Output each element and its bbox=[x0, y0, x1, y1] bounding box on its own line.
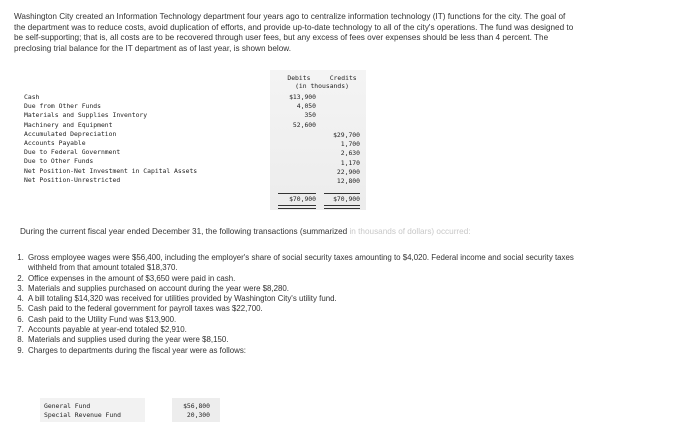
charge-value: $56,800 bbox=[183, 402, 210, 410]
list-item: 4. A bill totaling $14,320 was received for utilities provided by Washington City's utility fund. bbox=[26, 294, 586, 304]
credits-total-rule bbox=[324, 205, 360, 209]
debits-header: Debits bbox=[287, 74, 311, 82]
account-label: Machinery and Equipment bbox=[24, 120, 113, 129]
account-label: Accounts Payable bbox=[24, 139, 86, 148]
total-credits: $70,900 bbox=[333, 195, 360, 203]
list-item: 2. Office expenses in the amount of $3,650 were paid in cash. bbox=[26, 274, 586, 284]
credit-value: 1,170 bbox=[340, 158, 360, 167]
account-label: Cash bbox=[24, 93, 40, 101]
account-label: Due from Other Funds bbox=[24, 102, 101, 111]
list-item: 7. Accounts payable at year-end totaled $2,910. bbox=[26, 325, 586, 335]
transactions-intro-text: During the current fiscal year ended December 31, the following transactions (summarized bbox=[20, 227, 350, 236]
account-label: Net Position-Net Investment in Capital Assets bbox=[24, 166, 198, 175]
credit-value: 2,630 bbox=[340, 149, 360, 158]
total-debits: $70,900 bbox=[289, 195, 316, 203]
account-label: Due to Federal Government bbox=[24, 148, 121, 157]
trial-balance-header bbox=[280, 74, 364, 90]
credit-value: 12,800 bbox=[336, 177, 360, 186]
list-item: 8. Materials and supplies used during the year were $8,150. bbox=[26, 335, 586, 345]
list-item: 5. Cash paid to the federal government for payroll taxes was $22,700. bbox=[26, 304, 586, 314]
list-item: 1. Gross employee wages were $56,400, including the employer's share of social security taxes amounting to $4,020. Federal income and social security taxes withheld from that amount totaled $18,370. bbox=[26, 253, 586, 274]
account-label: Materials and Supplies Inventory bbox=[24, 111, 148, 120]
units-header: (in thousands) bbox=[295, 82, 349, 90]
credit-value: $29,700 bbox=[333, 131, 360, 139]
transactions-list bbox=[12, 253, 586, 356]
list-item: 9. Charges to departments during the fiscal year were as follows: bbox=[26, 346, 586, 356]
debits-total-rule bbox=[278, 205, 316, 209]
account-label: Accumulated Depreciation bbox=[24, 129, 117, 138]
debit-value: 350 bbox=[304, 111, 316, 120]
debit-value: 4,050 bbox=[296, 102, 316, 111]
debit-value: $13,900 bbox=[289, 93, 316, 101]
credits-column bbox=[312, 131, 360, 186]
debits-subtotal-rule bbox=[278, 193, 316, 194]
charges-values bbox=[168, 402, 210, 419]
debit-value: 52,600 bbox=[292, 120, 316, 129]
charge-label: Special Revenue Fund bbox=[44, 410, 121, 419]
account-label: Net Position-Unrestricted bbox=[24, 175, 121, 184]
credits-header: Credits bbox=[329, 74, 357, 82]
debits-column bbox=[266, 93, 316, 130]
account-label: Due to Other Funds bbox=[24, 157, 94, 166]
list-item: 3. Materials and supplies purchased on account during the year were $8,280. bbox=[26, 284, 586, 294]
charge-label: General Fund bbox=[44, 402, 91, 410]
credits-subtotal-rule bbox=[324, 193, 360, 194]
intro-paragraph: Washington City created an Information Technology department four years ago to centralize information technology (IT) functions for the city. The goal of the department was to reduce costs, avoid duplication of efforts, and provide up-to-date technology to all of the city's operations. The fund was designed to be self-supporting; that is, all costs are to be recovered through user fees, but any excess of fees over expenses should be less than 4 percent. The preclosing trial balance for the IT department as of last year, is shown below. bbox=[14, 12, 574, 53]
charge-value: 20,300 bbox=[186, 410, 210, 419]
credit-value: 1,700 bbox=[340, 140, 360, 149]
transactions-intro bbox=[20, 227, 471, 236]
charges-labels bbox=[44, 402, 121, 419]
transactions-intro-faded: in thousands of dollars) occurred: bbox=[349, 227, 471, 236]
credit-value: 22,900 bbox=[336, 167, 360, 176]
list-item: 6. Cash paid to the Utility Fund was $13,900. bbox=[26, 315, 586, 325]
trial-balance-accounts bbox=[24, 93, 197, 185]
